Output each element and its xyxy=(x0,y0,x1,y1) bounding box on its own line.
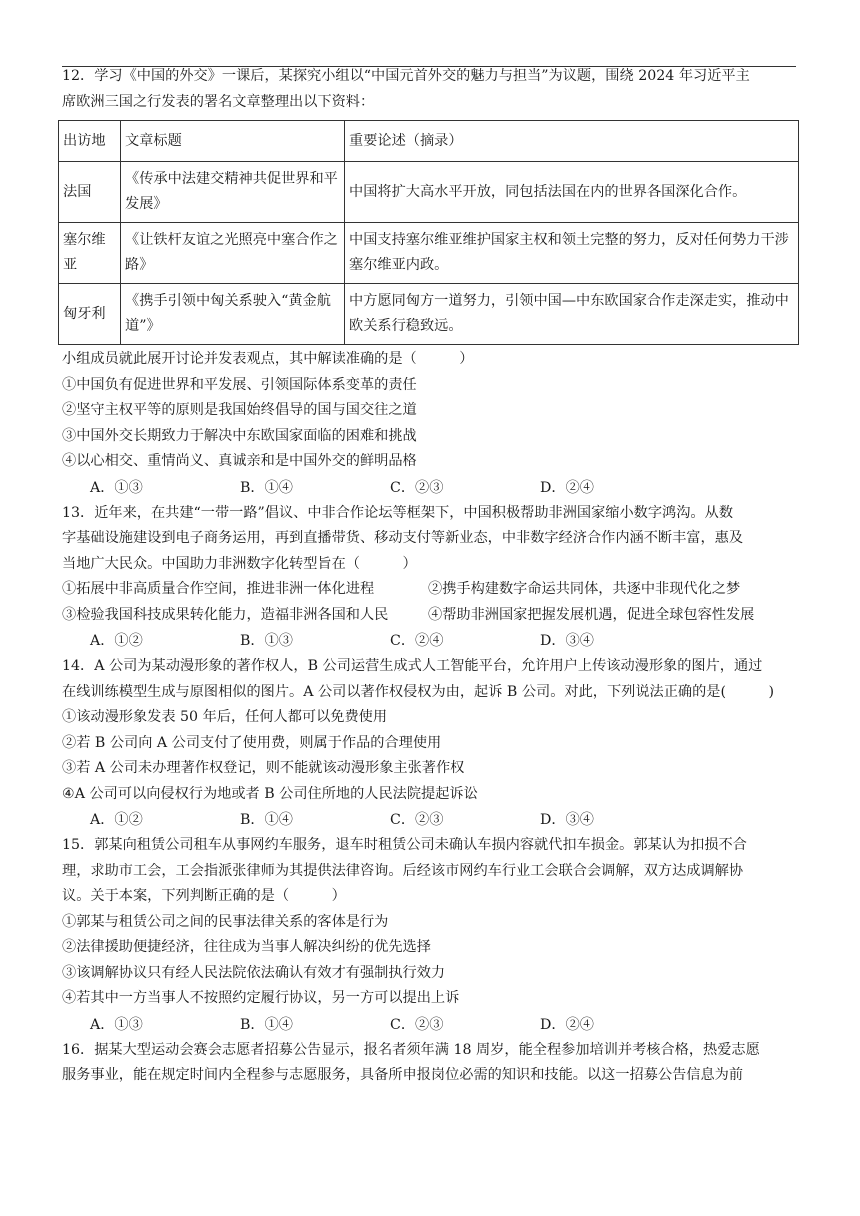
q15-item-1: ①郭某与租赁公司之间的民事法律关系的客体是行为 xyxy=(62,913,389,930)
q14-item-4: ④A 公司可以向侵权行为地或者 B 公司住所地的人民法院提起诉讼 xyxy=(62,785,478,802)
option-a[interactable]: A．①② xyxy=(90,812,143,828)
q13-stem-line-1: 13．近年来，在共建“一带一路”倡议、中非合作论坛等框架下，中国积极帮助非洲国家缩小数字鸿沟。从数 xyxy=(62,504,734,521)
exam-page xyxy=(62,64,802,1089)
table-cell-quote: 中方愿同匈方一道努力，引领中国—中东欧国家合作走深走实，推动中欧关系行稳致远。 xyxy=(345,284,799,345)
q15-stem-line-2: 理，求助市工会，工会指派张律师为其提供法律咨询。后经该市网约车行业工会联合会调解，双方达成调解协 xyxy=(62,862,744,879)
q13-item-3: ③检验我国科技成果转化能力，造福非洲各国和人民 xyxy=(62,606,389,623)
q15-options xyxy=(62,1012,802,1038)
option-d[interactable]: D．③④ xyxy=(540,812,594,828)
option-c[interactable]: C．②④ xyxy=(390,633,444,649)
q12-stem-line-1: 12．学习《中国的外交》一课后，某探究小组以“中国元首外交的魅力与担当”为议题，围绕 2024 年习近平主 xyxy=(62,68,750,84)
q12-table xyxy=(58,120,799,345)
q12-item-3: ③中国外交长期致力于解决中东欧国家面临的困难和挑战 xyxy=(62,427,417,444)
q13-item-2: ②携手构建数字命运共同体，共逐中非现代化之梦 xyxy=(428,581,741,597)
option-a[interactable]: A．①② xyxy=(90,633,143,649)
table-header-row xyxy=(59,121,799,162)
option-b[interactable]: B．①③ xyxy=(240,633,293,649)
table-cell-place: 塞尔维亚 xyxy=(59,223,121,284)
q15-item-4: ④若其中一方当事人不按照约定履行协议，另一方可以提出上诉 xyxy=(62,990,460,1006)
table-cell-title: 《携手引领中匈关系驶入“黄金航道”》 xyxy=(121,284,345,345)
option-b[interactable]: B．①④ xyxy=(240,479,293,496)
q15-stem-line-1: 15．郭某向租赁公司租车从事网约车服务，退车时租赁公司未确认车损内容就代扣车损金。郭某认为扣损不合 xyxy=(62,837,747,853)
option-b[interactable]: B．①④ xyxy=(240,812,293,828)
option-b[interactable]: B．①④ xyxy=(240,1016,293,1033)
q16-stem-line-1: 16．据某大型运动会赛会志愿者招募公告显示，报名者须年满 18 周岁，能全程参加培训并考核合格，热爱志愿 xyxy=(62,1041,760,1058)
option-d[interactable]: D．②④ xyxy=(540,1016,594,1033)
option-a[interactable]: A．①③ xyxy=(90,479,143,496)
question-13 xyxy=(62,501,802,655)
table-row xyxy=(59,162,799,223)
question-15 xyxy=(62,833,802,1038)
table-cell-place: 匈牙利 xyxy=(59,284,121,345)
q16-stem-line-2: 服务事业，能在规定时间内全程参与志愿服务，具备所申报岗位必需的知识和技能。以这一招募公告信息为前 xyxy=(62,1067,744,1083)
option-a[interactable]: A．①③ xyxy=(90,1016,143,1033)
q12-ask: 小组成员就此展开讨论并发表观点，其中解读准确的是（ ） xyxy=(62,351,474,367)
q13-stem-line-2: 字基础设施建设到电子商务运用，再到直播带货、移动支付等新业态，中非数字经济合作内涵不断丰富，惠及 xyxy=(62,530,744,546)
q12-item-2: ②坚守主权平等的原则是我国始终倡导的国与国交往之道 xyxy=(62,402,417,418)
q15-item-2: ②法律援助便捷经济，往往成为当事人解决纠纷的优先选择 xyxy=(62,939,431,955)
table-cell-quote: 中国将扩大高水平开放，同包括法国在内的世界各国深化合作。 xyxy=(345,162,799,223)
q13-items-row-1 xyxy=(62,577,802,603)
q12-item-1: ①中国负有促进世界和平发展、引领国际体系变革的责任 xyxy=(62,376,417,393)
q15-item-3: ③该调解协议只有经人民法院依法确认有效才有强制执行效力 xyxy=(62,964,446,981)
option-d[interactable]: D．③④ xyxy=(540,633,594,649)
option-d[interactable]: D．②④ xyxy=(540,479,594,496)
q12-options xyxy=(62,475,802,501)
q12-item-4: ④以心相交、重情尚义、真诚亲和是中国外交的鲜明品格 xyxy=(62,453,417,469)
table-header-quote: 重要论述（摘录） xyxy=(345,121,799,162)
table-header-place: 出访地 xyxy=(59,121,121,162)
table-cell-place: 法国 xyxy=(59,162,121,223)
q14-stem-line-1: 14．A 公司为某动漫形象的著作权人，B 公司运营生成式人工智能平台，允许用户上传该动漫形象的图片，通过 xyxy=(62,658,763,674)
q13-item-1: ①拓展中非高质量合作空间，推进非洲一体化进程 xyxy=(62,581,375,597)
table-row xyxy=(59,223,799,284)
q14-item-1: ①该动漫形象发表 50 年后，任何人都可以免费使用 xyxy=(62,709,388,725)
option-c[interactable]: C．②③ xyxy=(390,812,444,828)
option-c[interactable]: C．②③ xyxy=(390,1016,444,1033)
table-cell-title: 《传承中法建交精神共促世界和平发展》 xyxy=(121,162,345,223)
q14-item-2: ②若 B 公司向 A 公司支付了使用费，则属于作品的合理使用 xyxy=(62,734,442,751)
q13-item-4: ④帮助非洲国家把握发展机遇，促进全球包容性发展 xyxy=(428,606,755,623)
q13-items-row-2 xyxy=(62,603,802,629)
table-cell-quote: 中国支持塞尔维亚维护国家主权和领土完整的努力，反对任何势力干涉塞尔维亚内政。 xyxy=(345,223,799,284)
question-14 xyxy=(62,654,802,833)
q13-options xyxy=(62,628,802,654)
q14-item-3: ③若 A 公司未办理著作权登记，则不能就该动漫形象主张著作权 xyxy=(62,760,465,776)
question-16 xyxy=(62,1038,802,1089)
q14-stem-line-2: 在线训练模型生成与原图相似的图片。A 公司以著作权侵权为由，起诉 B 公司。对此，下列说法正确的是( ) xyxy=(62,683,775,700)
q14-options xyxy=(62,807,802,833)
q15-stem-line-3: 议。关于本案，下列判断正确的是（ ） xyxy=(62,888,346,904)
q13-stem-line-3: 当地广大民众。中国助力非洲数字化转型旨在（ ） xyxy=(62,555,417,572)
question-12 xyxy=(62,64,802,501)
q12-stem-line-2: 席欧洲三国之行发表的署名文章整理出以下资料： xyxy=(62,93,375,110)
table-row xyxy=(59,284,799,345)
table-header-title: 文章标题 xyxy=(121,121,345,162)
table-cell-title: 《让铁杆友谊之光照亮中塞合作之路》 xyxy=(121,223,345,284)
option-c[interactable]: C．②③ xyxy=(390,479,444,496)
